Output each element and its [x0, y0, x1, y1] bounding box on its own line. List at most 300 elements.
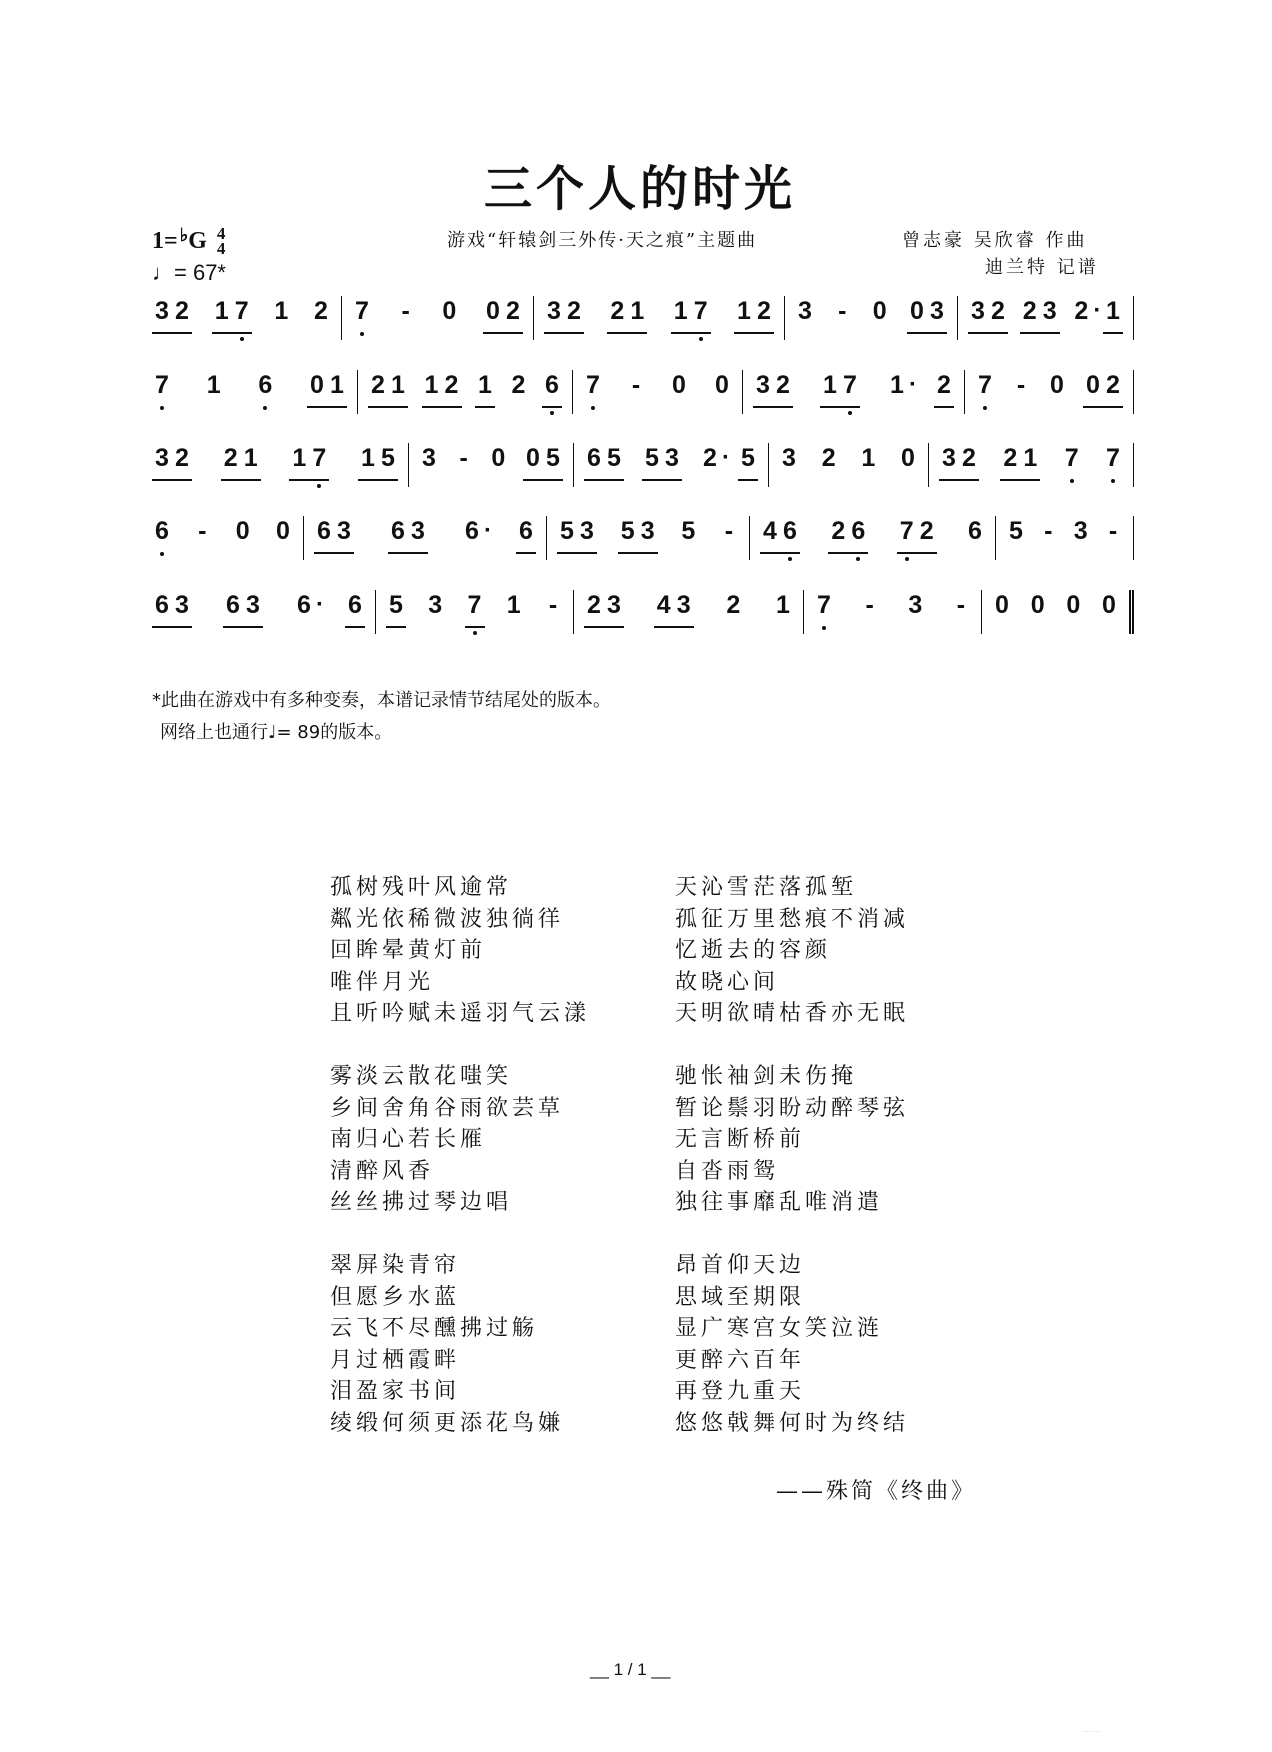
- note: 0: [995, 591, 1009, 619]
- note: 6: [152, 516, 172, 546]
- poem-stanza-left: [330, 1061, 564, 1219]
- note: 7: [840, 370, 860, 400]
- note-group: [192, 516, 212, 552]
- measure: [152, 590, 376, 634]
- poem-line: 自沓雨鸳: [675, 1158, 780, 1184]
- note: 7: [309, 443, 329, 473]
- poem-line: 但愿乡水蓝: [330, 1284, 461, 1310]
- poem-stanza-left: [330, 872, 590, 1030]
- footnote-line-2: 网络上也通行♩= 89的版本。: [160, 722, 393, 743]
- note-group: [255, 370, 275, 406]
- notation-row: [152, 296, 1134, 346]
- eighth-note-group: [314, 516, 354, 554]
- note: 0: [526, 444, 540, 472]
- eighth-note-group: [1020, 296, 1060, 334]
- note: 7: [1103, 443, 1123, 473]
- tempo-marking: ♩= 67*: [152, 260, 226, 285]
- note-group: [1038, 516, 1058, 552]
- note: 7: [814, 590, 834, 620]
- note: 7: [897, 516, 917, 546]
- poem-line: 孤树残叶风逾常: [330, 875, 513, 900]
- note-group: [678, 516, 698, 552]
- note: 6: [542, 370, 562, 400]
- note: 1: [274, 297, 289, 325]
- poem-line: 天明欲晴枯香亦无眠: [675, 1001, 910, 1026]
- note: 3: [971, 297, 985, 325]
- note-group: [1047, 370, 1067, 406]
- note-group: [311, 296, 331, 332]
- note-group: [273, 516, 293, 552]
- page-number: __ 1 / 1 __: [590, 1660, 671, 1679]
- note: 2: [831, 517, 846, 545]
- note: 0: [1030, 591, 1045, 619]
- note: 1: [478, 371, 492, 399]
- note-group: [965, 516, 985, 552]
- poem-line: 云飞不尽醺拂过觞: [330, 1316, 539, 1341]
- eighth-note-group: [212, 296, 252, 334]
- note-group: [700, 443, 720, 479]
- poem-line: 孤征万里愁痕不消减: [675, 906, 910, 932]
- note: 2: [1106, 371, 1120, 399]
- note: 3: [1042, 297, 1057, 325]
- measure: [750, 516, 996, 560]
- note-group: [814, 590, 834, 626]
- note: 2: [444, 371, 459, 399]
- extension-dash: -: [459, 444, 468, 472]
- note-group: [425, 590, 445, 626]
- note: 1: [424, 371, 439, 399]
- note: 3: [1073, 517, 1088, 545]
- note-group: [626, 370, 646, 406]
- eighth-note-group: [483, 296, 523, 334]
- note: 1: [823, 371, 837, 399]
- note-group: [860, 590, 880, 626]
- note-group: [583, 370, 603, 406]
- note: 5: [560, 517, 574, 545]
- note-group: [152, 516, 172, 552]
- note: 3: [155, 444, 169, 472]
- note-group: [1006, 516, 1026, 552]
- note: 2: [511, 371, 526, 399]
- note: 6: [587, 444, 601, 472]
- note: 2: [506, 297, 520, 325]
- note: 2: [610, 297, 625, 325]
- flat-sign: ♭: [179, 224, 189, 245]
- note: 4: [763, 517, 777, 545]
- note-group: [294, 590, 314, 626]
- measure: [958, 296, 1134, 340]
- note: 7: [465, 590, 485, 620]
- poem-line: 南归心若长雁: [330, 1127, 487, 1152]
- note: 5: [681, 517, 696, 545]
- note: 6: [780, 516, 800, 546]
- note-group: [419, 443, 439, 479]
- extension-dash: -: [956, 591, 966, 619]
- poem-stanza-left: [330, 1250, 564, 1439]
- poem-line: 暂论鬃羽盼动醉琴弦: [675, 1095, 910, 1121]
- note: 0: [910, 297, 924, 325]
- note: 6 ·: [294, 590, 314, 620]
- note: 2: [919, 517, 934, 545]
- note-group: [719, 516, 739, 552]
- note: 1: [214, 297, 229, 325]
- note-group: [204, 370, 224, 406]
- eighth-note-group: [152, 296, 192, 334]
- measure: [743, 370, 965, 414]
- note: 6: [968, 517, 982, 545]
- note-group: [951, 590, 971, 626]
- poem-line: 回眸晕黄灯前: [330, 938, 487, 963]
- eighth-note-group: [738, 443, 758, 481]
- time-signature-bottom: 4: [216, 239, 226, 258]
- note-group: [1103, 516, 1123, 552]
- note: 5: [1009, 517, 1023, 545]
- note: 3: [930, 297, 944, 325]
- extension-dash: -: [548, 591, 558, 619]
- extension-dash: -: [1016, 371, 1026, 399]
- poem-line: 思域至期限: [675, 1284, 806, 1310]
- note: 1: [861, 444, 876, 472]
- note-group: [271, 296, 291, 332]
- measure: [996, 516, 1134, 560]
- poem-line: 绫缎何须更添花鸟嫌: [330, 1410, 565, 1436]
- measure: [929, 443, 1134, 487]
- note-group: [1063, 590, 1083, 626]
- eighth-note-group: [607, 296, 647, 334]
- note: 3: [337, 517, 351, 545]
- watermark: ...........: [1082, 1728, 1101, 1734]
- note: 2: [175, 297, 189, 325]
- notation-row: [152, 590, 1134, 640]
- poem-line: 悠悠戟舞何时为终结: [675, 1410, 910, 1436]
- eighth-note-group: [388, 516, 428, 554]
- note: 6: [848, 516, 868, 546]
- note: 3: [640, 517, 655, 545]
- poem-attribution: ——殊简《终曲》: [776, 1479, 977, 1504]
- extension-dash: -: [1108, 517, 1118, 545]
- note: 0: [672, 371, 686, 399]
- poem-line: 雾淡云散花嗤笑: [330, 1064, 513, 1089]
- extension-dash: -: [838, 297, 847, 325]
- note-group: [832, 296, 852, 332]
- note: 2: [1003, 444, 1018, 472]
- note: 3: [676, 591, 691, 619]
- extension-dash: -: [865, 591, 874, 619]
- eighth-note-group: [1000, 443, 1040, 481]
- note: 1: [1106, 297, 1120, 325]
- poem-line: 泪盈家书间: [330, 1379, 461, 1404]
- note: 3: [547, 297, 561, 325]
- measure: [152, 516, 304, 560]
- poem-line: 乡间舍角谷雨欲芸草: [330, 1095, 565, 1121]
- measure: [376, 590, 574, 634]
- note-group: [992, 590, 1012, 626]
- eighth-note-group: [897, 516, 937, 554]
- notation-row: [152, 443, 1134, 493]
- poem-line: 清醉风香: [330, 1158, 435, 1184]
- note: 7: [232, 296, 252, 326]
- poem-line: 粼光依稀微波独徜徉: [330, 906, 565, 932]
- measure: [965, 370, 1134, 414]
- extension-dash: -: [631, 371, 641, 399]
- note: 2 ·: [700, 443, 720, 473]
- note: 2: [821, 444, 836, 472]
- note-group: [887, 370, 907, 406]
- poem-line: 昂首仰天边: [675, 1253, 806, 1278]
- song-title: 三个人的时光: [483, 161, 796, 217]
- eighth-note-group: [358, 443, 398, 481]
- note-group: [462, 516, 482, 552]
- poem-stanza-right: [675, 1061, 909, 1219]
- note-group: [723, 590, 743, 626]
- eighth-note-group: [221, 443, 261, 481]
- eighth-note-group: [152, 590, 192, 628]
- notation-row: [152, 370, 1134, 420]
- note: 2: [314, 297, 328, 325]
- measure: [982, 590, 1134, 634]
- eighth-note-group: [368, 370, 408, 408]
- poem-line: 驰怅袖剑未伤掩: [675, 1064, 858, 1089]
- note: 1: [330, 371, 344, 399]
- measure: [152, 443, 409, 487]
- note-group: [439, 296, 459, 332]
- note: 5: [645, 444, 659, 472]
- note: 2: [962, 444, 976, 472]
- time-signature-top: 4: [216, 224, 226, 243]
- extension-dash: -: [724, 517, 734, 545]
- poem-line: 翠屏染青帘: [330, 1253, 461, 1278]
- eighth-note-group: [516, 516, 536, 554]
- note: 7: [583, 370, 603, 400]
- note: 5: [620, 517, 635, 545]
- note: 6: [226, 591, 240, 619]
- note: 3: [580, 517, 594, 545]
- eighth-note-group: [968, 296, 1008, 334]
- eighth-note-group: [386, 590, 406, 628]
- measure: [785, 296, 958, 340]
- poem-line: 且听吟赋未遥羽气云漾: [330, 1001, 591, 1026]
- time-signature: [217, 226, 226, 256]
- extension-dash: -: [198, 517, 207, 545]
- eighth-note-group: [734, 296, 774, 334]
- note-group: [773, 590, 793, 626]
- subtitle: 游戏“轩辕剑三外传·天之痕”主题曲: [447, 230, 758, 251]
- eighth-note-group: [542, 370, 562, 408]
- eighth-note-group: [939, 443, 979, 481]
- note: 0: [1086, 371, 1100, 399]
- note: 3: [428, 591, 443, 619]
- eighth-note-group: [1083, 370, 1123, 408]
- note-group: [975, 370, 995, 406]
- note: 3: [422, 444, 436, 472]
- poem-line: 故晓心间: [675, 969, 780, 995]
- note: 1: [243, 444, 258, 472]
- note: 3: [607, 591, 621, 619]
- eighth-note-group: [223, 590, 263, 628]
- note: 3: [246, 591, 260, 619]
- note: 1: [737, 297, 751, 325]
- eighth-note-group: [289, 443, 329, 481]
- note: 1: [776, 591, 790, 619]
- poem-line: 显广寒宫女笑泣涟: [675, 1316, 884, 1341]
- note: 6: [155, 591, 169, 619]
- transcriber-credit: 迪兰特 记谱: [985, 257, 1099, 278]
- note: 6: [348, 591, 362, 619]
- note: 7: [152, 370, 172, 400]
- notation-row: [152, 516, 1134, 566]
- note-group: [819, 443, 839, 479]
- note: 2: [1022, 297, 1037, 325]
- poem-line: 独往事靡乱唯消遣: [675, 1190, 884, 1215]
- poem-line: 月过栖霞畔: [330, 1347, 461, 1373]
- measure: [152, 296, 342, 340]
- measure: [573, 370, 743, 414]
- note: 0: [1102, 591, 1116, 619]
- eighth-note-group: [422, 370, 462, 408]
- note: 2: [567, 297, 581, 325]
- poem-line: 丝丝拂过琴边唱: [330, 1190, 513, 1215]
- note: 0: [486, 297, 500, 325]
- note-group: [779, 443, 799, 479]
- note: 3: [155, 297, 169, 325]
- note: 3: [175, 591, 189, 619]
- note-group: [1062, 443, 1082, 479]
- note: 2: [371, 371, 385, 399]
- note: 0: [491, 444, 506, 472]
- measure: [409, 443, 574, 487]
- note-group: [1071, 296, 1091, 332]
- measure: [574, 590, 804, 634]
- poem-line: 天沁雪茫落孤堑: [675, 875, 858, 900]
- note: 2: [937, 371, 951, 399]
- note: 5: [389, 591, 403, 619]
- eighth-note-group: [475, 370, 495, 408]
- note-group: [543, 590, 563, 626]
- note: 1: [506, 591, 521, 619]
- poem-line: 唯伴月光: [330, 969, 435, 995]
- eighth-note-group: [753, 370, 793, 408]
- note-group: [870, 296, 890, 332]
- note: 3: [756, 371, 770, 399]
- note: 1: [391, 371, 405, 399]
- note: 0: [715, 371, 729, 399]
- note-group: [509, 370, 529, 406]
- note-group: [669, 370, 689, 406]
- note-group: [1028, 590, 1048, 626]
- note: 3: [798, 297, 812, 325]
- poem-line: 忆逝去的容颜: [675, 938, 832, 963]
- note: 1: [361, 444, 375, 472]
- note: 6 ·: [462, 516, 482, 546]
- note-group: [152, 370, 172, 406]
- poem-stanza-right: [675, 1250, 909, 1439]
- note: 0: [1050, 371, 1064, 399]
- note: 3: [665, 444, 679, 472]
- eighth-note-group: [618, 516, 658, 554]
- note: 1 ·: [887, 370, 907, 400]
- note: 6: [255, 370, 275, 400]
- note: 5: [546, 444, 560, 472]
- eighth-note-group: [671, 296, 711, 334]
- note: 2: [726, 591, 741, 619]
- note: 0: [310, 371, 324, 399]
- note: 3: [908, 591, 923, 619]
- note: 2: [776, 371, 790, 399]
- poem-line: 再登九重天: [675, 1379, 806, 1404]
- note-group: [905, 590, 925, 626]
- note: 6: [391, 517, 405, 545]
- note: 0: [442, 297, 457, 325]
- note: 7: [352, 296, 372, 326]
- note: 6: [317, 517, 331, 545]
- note-group: [352, 296, 372, 332]
- note-group: [795, 296, 815, 332]
- measure: [342, 296, 534, 340]
- note: 0: [872, 297, 887, 325]
- note-group: [712, 370, 732, 406]
- note: 1: [630, 297, 645, 325]
- key-signature: [152, 226, 225, 256]
- note: 7: [1062, 443, 1082, 473]
- measure: [804, 590, 982, 634]
- eighth-note-group: [152, 443, 192, 481]
- note: 0: [1066, 591, 1081, 619]
- note: 2: [991, 297, 1005, 325]
- note: 0: [901, 444, 915, 472]
- composers-credit: 曾志豪 吴欣睿 作曲: [902, 230, 1088, 251]
- note-group: [488, 443, 508, 479]
- poem-line: 更醉六百年: [675, 1347, 806, 1373]
- eighth-note-group: [642, 443, 682, 481]
- note-group: [1071, 516, 1091, 552]
- eighth-note-group: [907, 296, 947, 334]
- eighth-note-group: [760, 516, 800, 554]
- note: 1: [206, 371, 221, 399]
- eighth-note-group: [934, 370, 954, 408]
- note: 3: [411, 517, 425, 545]
- note: 1: [292, 444, 307, 472]
- measure: [534, 296, 785, 340]
- note-group: [898, 443, 918, 479]
- note: 1: [673, 297, 688, 325]
- footnote-line-1: *此曲在游戏中有多种变奏，本谱记录情节结尾处的版本。: [152, 690, 611, 711]
- eighth-note-group: [465, 590, 485, 628]
- measure: [304, 516, 547, 560]
- note: 7: [691, 296, 711, 326]
- note: 2: [587, 591, 601, 619]
- note-group: [396, 296, 416, 332]
- poem-line: 无言断桥前: [675, 1127, 806, 1152]
- key-note: G: [188, 227, 207, 254]
- note: 2 ·: [1071, 296, 1091, 326]
- note: 5: [381, 444, 395, 472]
- note: 2: [175, 444, 189, 472]
- poem-stanza-right: [675, 872, 909, 1030]
- eighth-note-group: [654, 590, 694, 628]
- eighth-note-group: [557, 516, 597, 554]
- measure: [574, 443, 769, 487]
- measure: [358, 370, 573, 414]
- note: 2: [757, 297, 771, 325]
- note: 3: [942, 444, 956, 472]
- eighth-note-group: [828, 516, 868, 554]
- note-group: [454, 443, 474, 479]
- note-group: [1103, 443, 1123, 479]
- measure: [152, 370, 358, 414]
- note: 2: [223, 444, 238, 472]
- eighth-note-group: [345, 590, 365, 628]
- eighth-note-group: [1103, 296, 1123, 334]
